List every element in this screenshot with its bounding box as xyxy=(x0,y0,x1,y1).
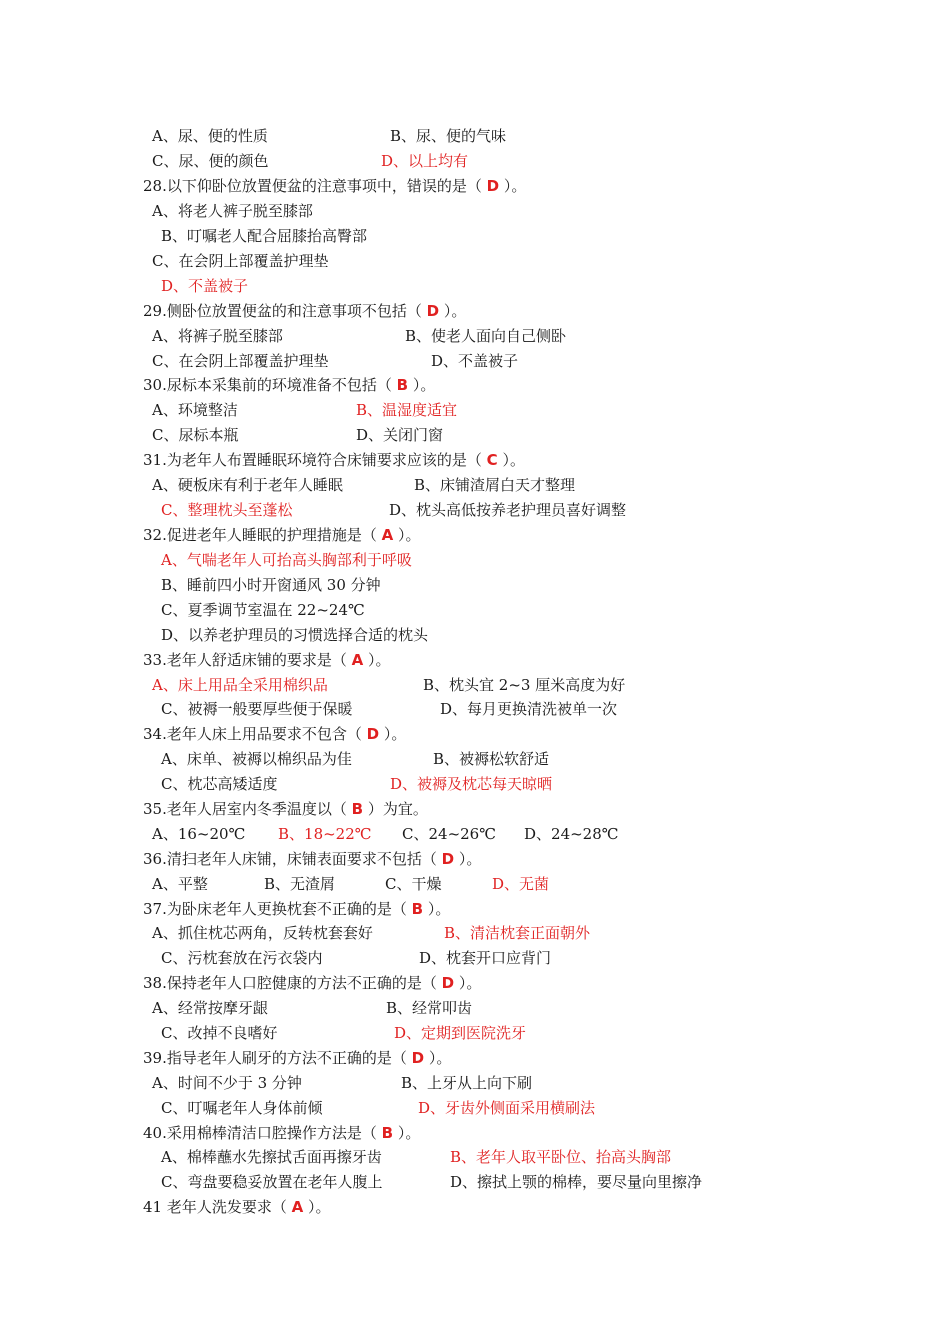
q32-question: 32.促进老年人睡眠的护理措施是（ A ）。 xyxy=(143,526,421,544)
q35-option-d: D、24~28℃ xyxy=(524,825,619,843)
q40-option-c: C、弯盘要稳妥放置在老年人腹上 xyxy=(161,1173,383,1191)
q37-question: 37.为卧床老年人更换枕套不正确的是（ B ）。 xyxy=(143,900,451,918)
q37-answer: B xyxy=(411,900,424,918)
q34-option-d: D、被褥及枕芯每天晾晒 xyxy=(390,775,553,793)
q33-option-a: A、床上用品全采用棉织品 xyxy=(152,676,328,694)
q31-option-b: B、床铺渣屑白天才整理 xyxy=(414,476,576,494)
q36-option-d: D、无菌 xyxy=(492,875,550,893)
q33-option-b: B、枕头宜 2~3 厘米高度为好 xyxy=(423,676,626,694)
q34-answer: D xyxy=(366,725,380,743)
q31-answer: C xyxy=(486,451,498,469)
q31-question: 31.为老年人布置睡眠环境符合床铺要求应该的是（ C ）。 xyxy=(143,451,525,469)
q28-option-a: A、将老人裤子脱至膝部 xyxy=(152,202,313,220)
q40-answer: B xyxy=(381,1124,394,1142)
q29-option-d: D、不盖被子 xyxy=(431,352,519,370)
q34-question: 34.老年人床上用品要求不包含（ D ）。 xyxy=(143,725,407,743)
q34-option-c: C、枕芯高矮适度 xyxy=(161,775,278,793)
q28-option-b: B、叮嘱老人配合屈膝抬高臀部 xyxy=(161,227,368,245)
q36-question: 36.清扫老年人床铺，床铺表面要求不包括（ D ）。 xyxy=(143,850,482,868)
q34-option-a: A、床单、被褥以棉织品为佳 xyxy=(161,750,352,768)
q38-option-b: B、经常叩齿 xyxy=(386,999,473,1017)
q31-option-c: C、整理枕头至蓬松 xyxy=(161,501,293,519)
q40-option-d: D、擦拭上颚的棉棒，要尽量向里擦净 xyxy=(450,1173,703,1191)
q31-option-d: D、枕头高低按养老护理员喜好调整 xyxy=(389,501,627,519)
q33-option-c: C、被褥一般要厚些便于保暖 xyxy=(161,700,353,718)
q29-option-b: B、使老人面向自己侧卧 xyxy=(405,327,567,345)
q31-option-a: A、硬板床有利于老年人睡眠 xyxy=(152,476,343,494)
q33-option-d: D、每月更换清洗被单一次 xyxy=(440,700,618,718)
q32-option-a: A、气喘老年人可抬高头胸部利于呼吸 xyxy=(161,551,412,569)
q27-option-b: B、尿、便的气味 xyxy=(390,127,507,145)
q34-option-b: B、被褥松软舒适 xyxy=(433,750,550,768)
q37-option-a: A、抓住枕芯两角，反转枕套套好 xyxy=(152,924,373,942)
q32-option-b: B、睡前四小时开窗通风 30 分钟 xyxy=(161,576,381,594)
q38-option-a: A、经常按摩牙龈 xyxy=(152,999,268,1017)
q40-question: 40.采用棉棒清洁口腔操作方法是（ B ）。 xyxy=(143,1124,421,1142)
q32-answer: A xyxy=(381,526,394,544)
q36-option-b: B、无渣屑 xyxy=(264,875,336,893)
q36-option-a: A、平整 xyxy=(152,875,208,893)
q33-answer: A xyxy=(351,651,364,669)
q35-question: 35.老年人居室内冬季温度以（ B ）为宜。 xyxy=(143,800,428,818)
q29-option-c: C、在会阴上部覆盖护理垫 xyxy=(152,352,329,370)
q39-option-a: A、时间不少于 3 分钟 xyxy=(152,1074,302,1092)
q38-question: 38.保持老年人口腔健康的方法不正确的是（ D ）。 xyxy=(143,974,482,992)
q40-option-a: A、棉棒蘸水先擦拭舌面再擦牙齿 xyxy=(161,1148,382,1166)
q29-question: 29.侧卧位放置便盆的和注意事项不包括（ D ）。 xyxy=(143,302,467,320)
q27-option-d: D、以上均有 xyxy=(381,152,469,170)
q40-option-b: B、老年人取平卧位、抬高头胸部 xyxy=(450,1148,672,1166)
q27-option-c: C、尿、便的颜色 xyxy=(152,152,269,170)
q29-answer: D xyxy=(426,302,440,320)
q41-question: 41 老年人洗发要求（ A ）。 xyxy=(143,1198,331,1216)
q38-option-c: C、改掉不良嗜好 xyxy=(161,1024,278,1042)
q39-question: 39.指导老年人刷牙的方法不正确的是（ D ）。 xyxy=(143,1049,452,1067)
q28-question: 28.以下仰卧位放置便盆的注意事项中，错误的是（ D ）。 xyxy=(143,177,527,195)
q36-option-c: C、干燥 xyxy=(385,875,442,893)
q32-option-c: C、夏季调节室温在 22~24℃ xyxy=(161,601,365,619)
q27-option-a: A、尿、便的性质 xyxy=(152,127,268,145)
q39-answer: D xyxy=(411,1049,425,1067)
q35-option-a: A、16~20℃ xyxy=(152,825,246,843)
q30-option-a: A、环境整洁 xyxy=(152,401,238,419)
q35-option-c: C、24~26℃ xyxy=(402,825,496,843)
q36-answer: D xyxy=(441,850,455,868)
q30-option-d: D、关闭门窗 xyxy=(356,426,444,444)
q28-answer: D xyxy=(486,177,500,195)
q39-option-b: B、上牙从上向下刷 xyxy=(401,1074,533,1092)
q32-option-d: D、以养老护理员的习惯选择合适的枕头 xyxy=(161,626,429,644)
q35-option-b: B、18~22℃ xyxy=(278,825,372,843)
q35-answer: B xyxy=(351,800,364,818)
q33-question: 33.老年人舒适床铺的要求是（ A ）。 xyxy=(143,651,391,669)
q37-option-d: D、枕套开口应背门 xyxy=(419,949,552,967)
q38-option-d: D、定期到医院洗牙 xyxy=(394,1024,527,1042)
q38-answer: D xyxy=(441,974,455,992)
q30-option-b: B、温湿度适宜 xyxy=(356,401,458,419)
q37-option-c: C、污枕套放在污衣袋内 xyxy=(161,949,323,967)
q28-option-c: C、在会阴上部覆盖护理垫 xyxy=(152,252,329,270)
q30-answer: B xyxy=(396,376,409,394)
q37-option-b: B、清洁枕套正面朝外 xyxy=(444,924,591,942)
q41-answer: A xyxy=(291,1198,304,1216)
q39-option-c: C、叮嘱老年人身体前倾 xyxy=(161,1099,323,1117)
q39-option-d: D、牙齿外侧面采用横刷法 xyxy=(418,1099,596,1117)
q29-option-a: A、将裤子脱至膝部 xyxy=(152,327,283,345)
q30-option-c: C、尿标本瓶 xyxy=(152,426,239,444)
q28-option-d: D、不盖被子 xyxy=(161,277,249,295)
q30-question: 30.尿标本采集前的环境准备不包括（ B ）。 xyxy=(143,376,436,394)
